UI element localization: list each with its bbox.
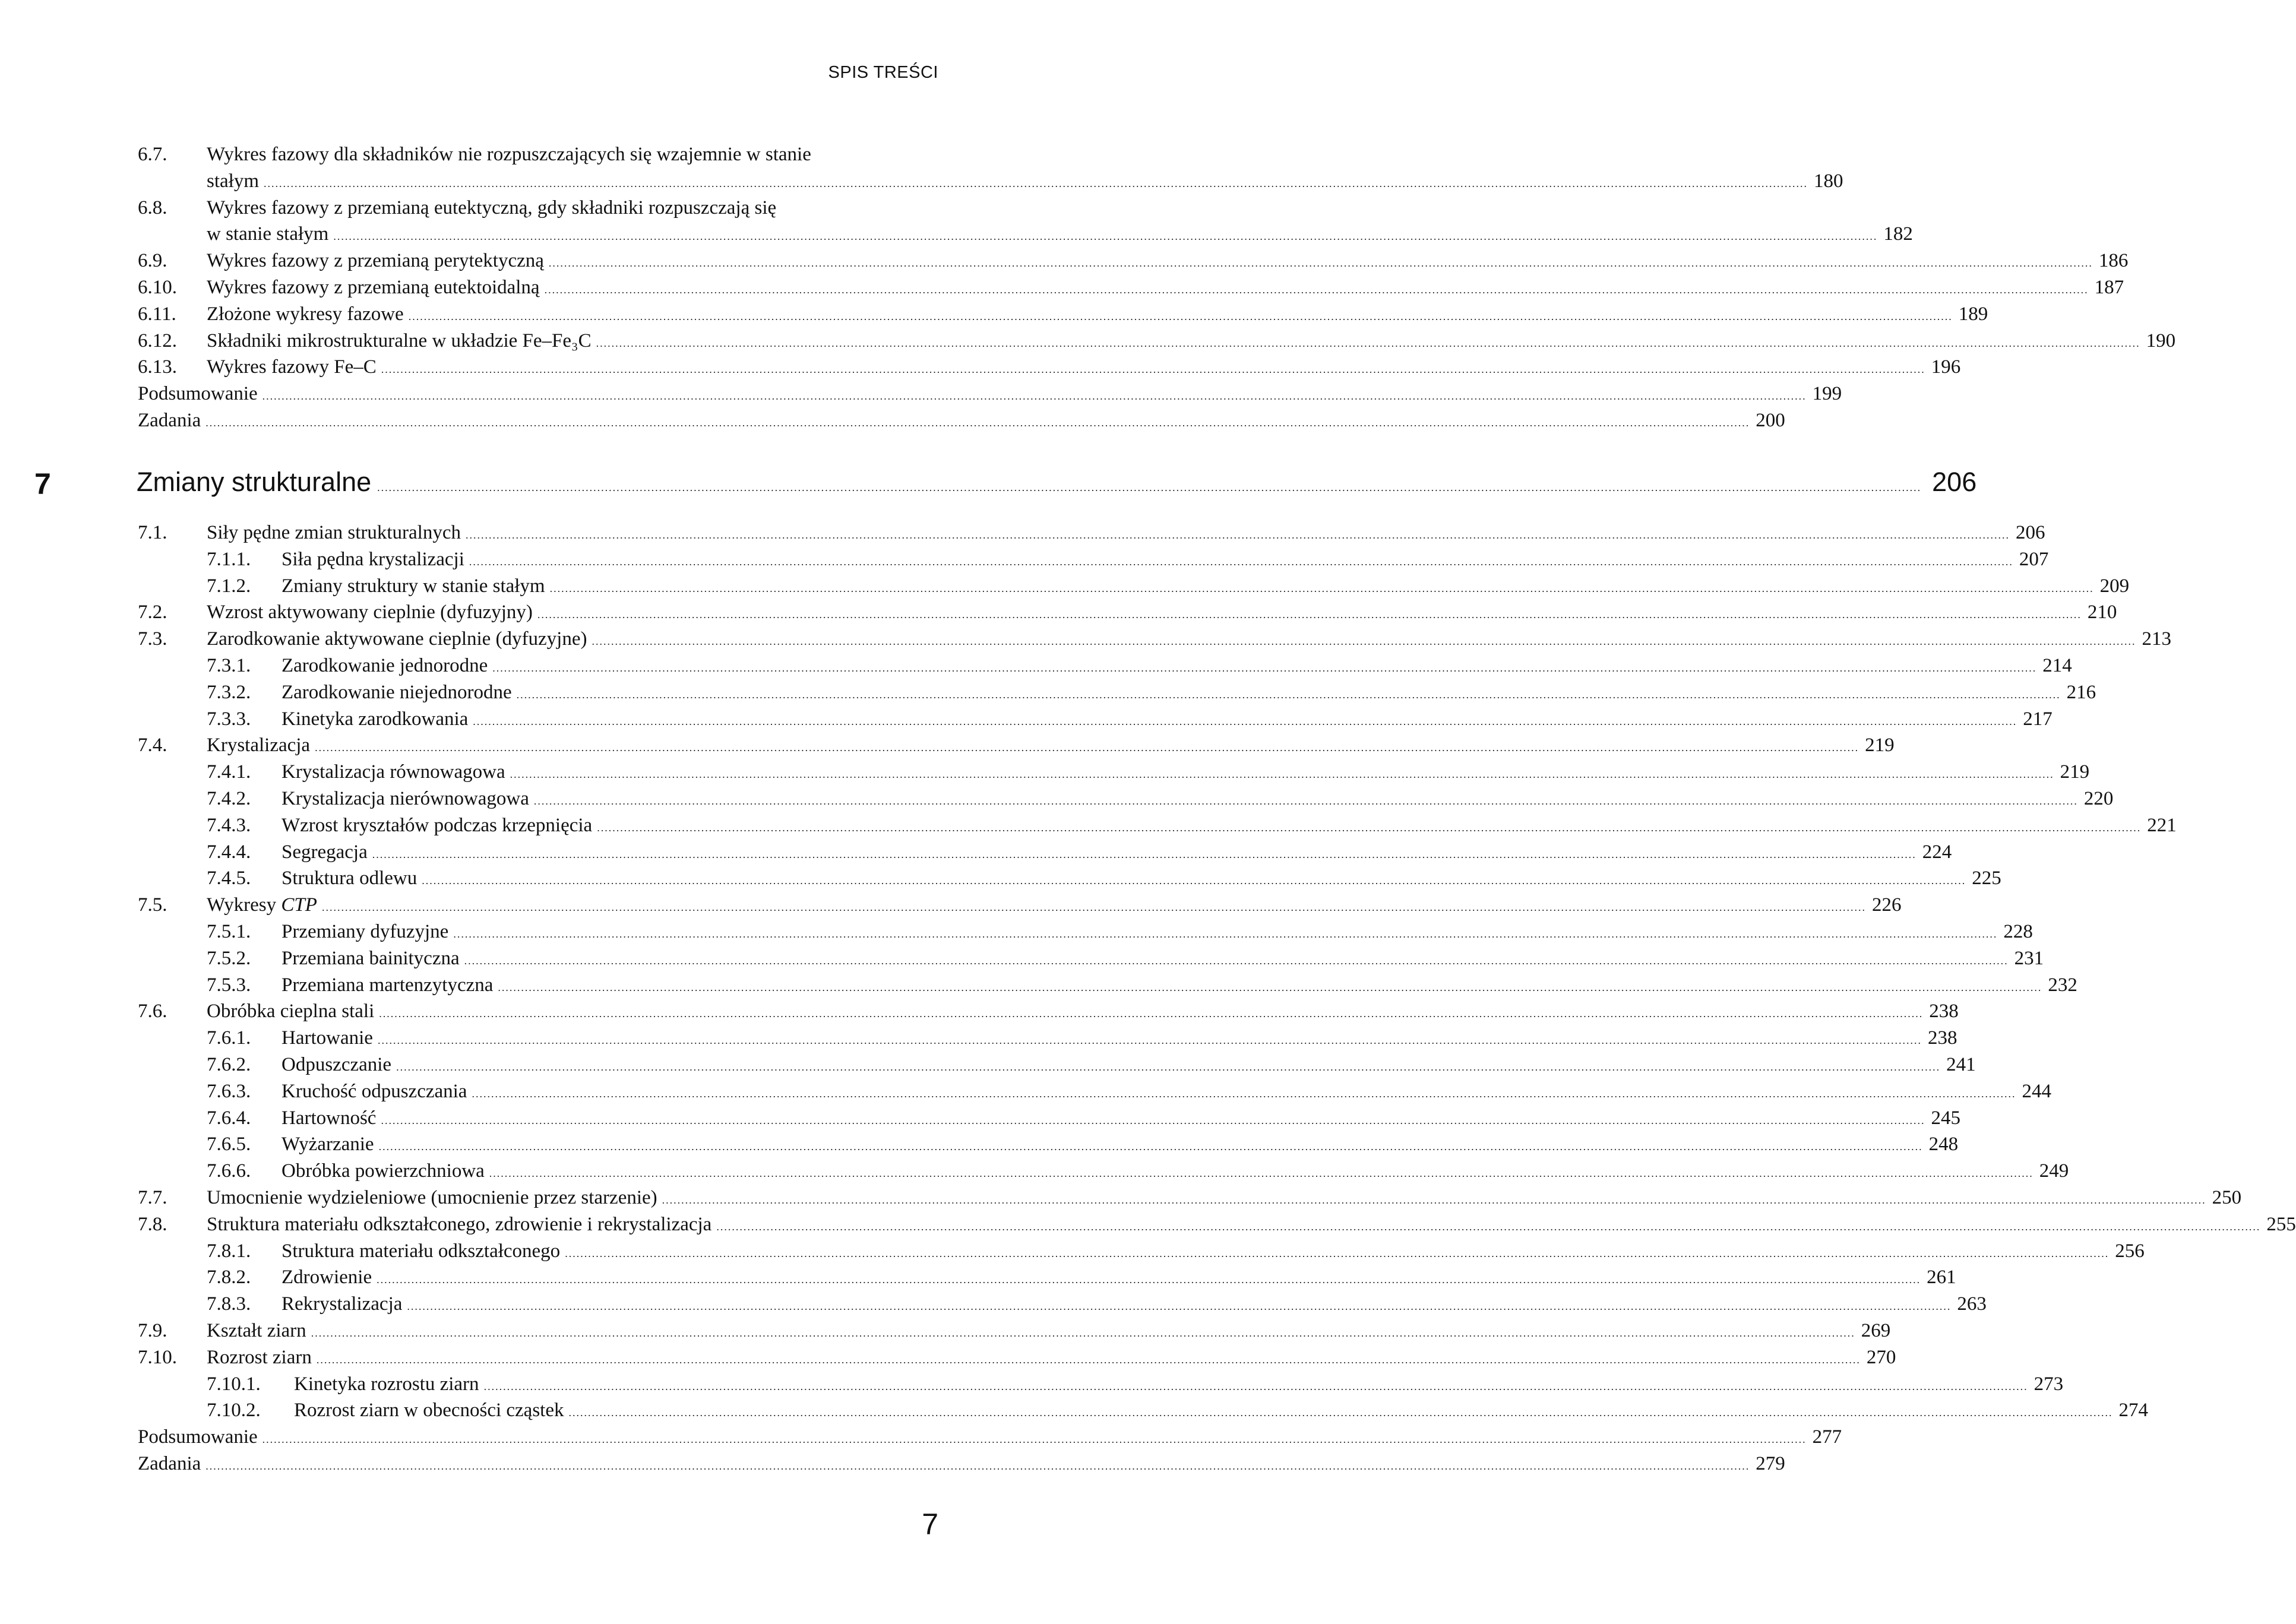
entry-title: Przemiana bainityczna [282,947,460,969]
entry-title: Wzrost aktywowany cieplnie (dyfuzyjny) [207,602,533,623]
entry-page: 250 [2212,1186,2242,1208]
entry-number: 7.4.4. [207,841,251,863]
entry-number: 7.6.1. [207,1027,251,1049]
entry-title: Obróbka powierzchniowa [282,1160,485,1182]
entry-title: Struktura materiału odkształconego, zdrowienie i rekrystalizacja [207,1213,712,1235]
entry-number: 7.4.5. [207,868,251,889]
entry-title: Siła pędna krystalizacji [282,548,464,570]
entry-number: 6.11. [138,303,176,325]
dot-leader: ................................................................................................................................................................................................................................................................................................................................................................................................................ [716,1220,2261,1233]
entry-page: 200 [1756,409,1785,431]
entry-title: Hartowanie [282,1027,373,1049]
entry-page: 189 [1958,303,1988,325]
entry-number: 7.4.2. [207,787,251,809]
toc-entry[interactable] [0,865,2001,892]
entry-page: 274 [2118,1400,2148,1422]
toc-entry[interactable] [0,1371,2064,1398]
entry-title: Zarodkowanie aktywowane cieplnie (dyfuzyjne) [207,628,587,650]
entry-page: 207 [2019,548,2049,570]
toc-entry[interactable] [0,301,1988,328]
entry-number: 7.5.1. [207,920,251,942]
toc-entry[interactable] [0,407,1785,434]
entry-page: 244 [2022,1080,2051,1102]
entry-number: 7.4.1. [207,761,251,783]
toc-entry[interactable] [0,1211,2296,1238]
entry-number: 6.13. [138,356,177,378]
entry-title: Kruchość odpuszczania [282,1080,467,1102]
toc-entry[interactable] [0,1131,1959,1158]
entry-page: 277 [1812,1426,1842,1448]
entry-title: Struktura odlewu [282,868,418,889]
dot-leader: ................................................................................................................................................................................................................................................................................................................................................................................................................ [565,1247,2110,1259]
entry-title: Kinetyka rozrostu ziarn [294,1373,479,1395]
toc-entry[interactable] [0,1105,1960,1132]
entry-title: Struktura materiału odkształconego [282,1240,561,1262]
entry-title: Umocnienie wydzieleniowe (umocnienie przez starzenie) [207,1186,657,1208]
entry-title: Zdrowienie [282,1267,372,1289]
toc-entry[interactable] [0,381,1842,407]
dot-leader: ................................................................................................................................................................................................................................................................................................................................................................................................................ [408,310,1953,322]
entry-title: Hartowność [282,1107,377,1129]
dot-leader: ................................................................................................................................................................................................................................................................................................................................................................................................................ [377,1274,1921,1286]
entry-title: stałym [207,170,259,192]
entry-page: 256 [2115,1240,2145,1262]
dot-leader: ................................................................................................................................................................................................................................................................................................................................................................................................................ [537,609,2082,621]
dot-leader: ................................................................................................................................................................................................................................................................................................................................................................................................................ [377,1034,1922,1047]
entry-page: 209 [2099,575,2130,597]
toc-entry[interactable] [0,248,2129,274]
dot-leader: ................................................................................................................................................................................................................................................................................................................................................................................................................ [422,875,1966,887]
toc-entry[interactable] [0,354,1961,381]
entry-title: Segregacja [282,841,368,863]
toc-entry[interactable] [0,546,2049,573]
entry-number: 7.1. [138,522,167,543]
toc-entry[interactable] [0,945,2044,972]
entry-page: 214 [2042,654,2072,676]
dot-leader: ................................................................................................................................................................................................................................................................................................................................................................................................................ [549,582,2094,594]
entry-number: 6.12. [138,330,177,352]
entry-title: Kinetyka zarodkowania [282,708,469,730]
entry-title: Krystalizacja [207,735,311,756]
toc-entry[interactable] [0,520,2045,546]
dot-leader: ................................................................................................................................................................................................................................................................................................................................................................................................................ [596,337,2140,349]
entry-number: 7.5.2. [207,947,251,969]
entry-number: 7.1.1. [207,548,251,570]
dot-leader: ................................................................................................................................................................................................................................................................................................................................................................................................................ [264,177,1808,189]
dot-leader: ................................................................................................................................................................................................................................................................................................................................................................................................................ [372,848,1917,860]
entry-number: 7.5. [138,894,167,916]
dot-leader: ................................................................................................................................................................................................................................................................................................................................................................................................................ [262,390,1807,403]
entry-number: 7.4.3. [207,814,251,836]
entry-title: Obróbka cieplna stali [207,1001,375,1022]
dot-leader: ................................................................................................................................................................................................................................................................................................................................................................................................................ [510,768,2054,781]
entry-page: 182 [1883,223,1913,245]
dot-leader: ................................................................................................................................................................................................................................................................................................................................................................................................................ [396,1060,1941,1073]
entry-number: 6.9. [138,250,167,272]
entry-number: 7.3.3. [207,708,251,730]
dot-leader: ................................................................................................................................................................................................................................................................................................................................................................................................................ [592,635,2136,648]
toc-entry[interactable] [0,573,2130,600]
toc-entry[interactable] [0,1451,1785,1477]
entry-number: 7.5.3. [207,974,251,996]
toc-entry[interactable] [0,1238,2145,1265]
entry-title: Przemiana martenzytyczna [282,974,494,996]
dot-leader: ................................................................................................................................................................................................................................................................................................................................................................................................................ [498,981,2042,993]
entry-number: 7.3. [138,628,167,650]
toc-entry[interactable] [0,1025,1957,1052]
entry-title: Podsumowanie [138,383,258,405]
toc-entry[interactable] [0,1344,1896,1371]
toc-entry[interactable] [0,839,1952,866]
entry-number: 7.2. [138,602,167,623]
entry-number: 7.6.2. [207,1053,251,1075]
entry-number: 7.8.1. [207,1240,251,1262]
dot-leader: ................................................................................................................................................................................................................................................................................................................................................................................................................ [597,821,2142,834]
entry-number: 7.3.2. [207,681,251,703]
entry-number: 7.9. [138,1319,167,1341]
toc-entry[interactable] [0,221,1913,248]
entry-title: Wykres fazowy z przemianą eutektoidalną [207,276,540,298]
entry-page: 216 [2066,681,2096,703]
toc-entry[interactable] [0,679,2096,706]
entry-page: 231 [2014,947,2044,969]
entry-title: Zadania [138,1452,201,1474]
entry-page: 217 [2023,708,2053,730]
dot-leader: ................................................................................................................................................................................................................................................................................................................................................................................................................ [469,555,2013,568]
entry-page: 228 [2003,920,2033,942]
dot-leader: ................................................................................................................................................................................................................................................................................................................................................................................................................ [483,1380,2028,1392]
toc-entry[interactable] [0,274,2124,301]
entry-title: Odpuszczanie [282,1053,392,1075]
dot-leader: ................................................................................................................................................................................................................................................................................................................................................................................................................ [378,1141,1923,1153]
dot-leader: ................................................................................................................................................................................................................................................................................................................................................................................................................ [533,794,2078,807]
entry-number: 7.10.1. [207,1373,261,1395]
toc-entry[interactable] [0,599,2117,626]
dot-leader: ................................................................................................................................................................................................................................................................................................................................................................................................................ [473,715,2017,727]
dot-leader: ................................................................................................................................................................................................................................................................................................................................................................................................................ [205,1460,1750,1472]
dot-leader: ................................................................................................................................................................................................................................................................................................................................................................................................................ [489,1167,2033,1180]
entry-title: Wyżarzanie [282,1134,374,1156]
entry-page: 238 [1927,1027,1957,1049]
entry-page: 220 [2083,787,2114,809]
entry-title: Rekrystalizacja [282,1293,403,1315]
entry-title: Podsumowanie [138,1426,258,1448]
entry-page: 224 [1922,841,1952,863]
entry-number: 7.6.5. [207,1134,251,1156]
toc-section-6-tail [0,141,2176,434]
entry-number: 7.6.4. [207,1107,251,1129]
entry-title: Kształt ziarn [207,1319,306,1341]
dot-leader: ................................................................................................................................................................................................................................................................................................................................................................................................................ [315,742,1859,754]
toc-entry[interactable] [0,1185,2242,1211]
entry-title: Krystalizacja równowagowa [282,761,505,783]
chapter-number: 7 [34,467,51,501]
entry-page: 226 [1871,894,1902,916]
entry-page: 210 [2087,602,2117,623]
entry-title: Siły pędne zmian strukturalnych [207,522,461,543]
entry-number: 7.3.1. [207,654,251,676]
entry-number: 7.10.2. [207,1400,261,1422]
entry-number: 7.8.2. [207,1267,251,1289]
dot-leader: ................................................................................................................................................................................................................................................................................................................................................................................................................ [321,901,1866,914]
dot-leader: ................................................................................................................................................................................................................................................................................................................................................................................................................ [205,416,1750,429]
toc-entry[interactable] [0,1397,2148,1424]
entry-page: 270 [1866,1346,1896,1368]
entry-page: 196 [1931,356,1961,378]
entry-title: Wykresy CTP [207,894,317,916]
entry-page: 186 [2098,250,2129,272]
entry-title: Składniki mikrostrukturalne w układzie Fe–Fe₃C [207,330,592,352]
entry-page: 199 [1812,383,1842,405]
toc-entry[interactable] [0,812,2177,839]
entry-title: Wykres fazowy Fe–C [207,356,377,378]
entry-page: 190 [2146,330,2176,352]
entry-title: Zmiany struktury w stanie stałym [282,575,545,597]
chapter-title: Zmiany strukturalne [137,467,372,497]
entry-number: 7.6.3. [207,1080,251,1102]
toc-entry[interactable] [0,732,1895,759]
dot-leader: ................................................................................................................................................................................................................................................................................................................................................................................................................ [381,1114,1925,1126]
dot-leader: ................................................................................................................................................................................................................................................................................................................................................................................................................ [379,1008,1924,1020]
entry-page: 263 [1957,1293,1987,1315]
entry-page: 269 [1861,1319,1891,1341]
entry-page: 248 [1928,1134,1959,1156]
toc-entry[interactable] [0,328,2176,354]
entry-page: 219 [1865,735,1895,756]
toc-entry[interactable] [0,972,2077,999]
toc-section-7 [0,520,2296,1477]
toc-entry[interactable] [0,141,1008,168]
entry-page: 221 [2147,814,2177,836]
entry-page: 261 [1927,1267,1956,1289]
dot-leader: ................................................................................................................................................................................................................................................................................................................................................................................................................ [464,954,2009,967]
toc-entry[interactable] [0,1318,1891,1344]
entry-number: 7.8. [138,1213,167,1235]
entry-title: Zarodkowanie jednorodne [282,654,488,676]
entry-number: 7.6. [138,1001,167,1022]
dot-leader: ................................................................................................................................................................................................................................................................................................................................................................................................................ [333,230,1878,243]
dot-leader: ................................................................................................................................................................................................................................................................................................................................................................................................................ [544,283,2089,296]
dot-leader: ................................................................................................................................................................................................................................................................................................................................................................................................................ [381,363,1925,376]
entry-title: Rozrost ziarn [207,1346,312,1368]
running-header: SPIS TREŚCI [828,63,938,82]
page-number: 7 [922,1508,938,1541]
dot-leader: ................................................................................................................................................................................................................................................................................................................................................................................................................ [492,661,2037,674]
entry-title: Zadania [138,409,201,431]
dot-leader: ................................................................................................................................................................................................................................................................................................................................................................................................................ [568,1407,2113,1419]
toc-entry[interactable] [0,786,2114,812]
entry-page: 273 [2033,1373,2064,1395]
entry-title: w stanie stałym [207,223,329,245]
toc-entry[interactable] [0,998,1959,1025]
toc-entry[interactable] [0,1264,1956,1291]
entry-title: Krystalizacja nierównowagowa [282,787,529,809]
entry-page: 255 [2266,1213,2296,1235]
entry-number: 6.10. [138,276,177,298]
dot-leader: ................................................................................................................................................................................................................................................................................................................................................................................................................ [516,688,2061,701]
toc-entry[interactable] [0,1078,2051,1105]
entry-page: 245 [1931,1107,1960,1129]
toc-entry[interactable] [0,1291,1987,1318]
entry-title: Wykres fazowy dla składników nie rozpuszczających się wzajemnie w stanie [207,144,811,165]
toc-entry[interactable] [0,1424,1842,1451]
dot-leader: ................................................................................................................................................................................................................................................................................................................................................................................................................ [466,529,2010,541]
entry-title: Wykres fazowy z przemianą eutektyczną, gdy składniki rozpuszczają się [207,197,777,219]
entry-title: Rozrost ziarn w obecności cząstek [294,1400,564,1422]
toc-entry[interactable] [0,892,1902,919]
entry-page: 279 [1756,1452,1785,1474]
toc-entry[interactable] [0,1052,1976,1078]
entry-number: 7.4. [138,735,167,756]
toc-entry[interactable] [0,919,2033,945]
entry-number: 7.1.2. [207,575,251,597]
entry-number: 7.8.3. [207,1293,251,1315]
entry-page: 213 [2142,628,2171,650]
dot-leader: ................................................................................................................................................................................................................................................................................................................................................................................................................ [316,1353,1861,1366]
entry-number: 7.7. [138,1186,167,1208]
toc-entry[interactable] [0,1158,2069,1185]
entry-page: 232 [2048,974,2077,996]
dot-leader: ................................................................................................................................................................................................................................................................................................................................................................................................................ [311,1327,1855,1339]
dot-leader: ................................................................................................................................................................................................................................................................................................................................................................................................................ [262,1433,1807,1446]
toc-entry[interactable] [0,759,2090,786]
dot-leader: ................................................................................................................................................................................................................................................................................................................................................................................................................ [377,482,1922,493]
dot-leader: ................................................................................................................................................................................................................................................................................................................................................................................................................ [407,1300,1952,1313]
entry-page: 225 [1972,868,2001,889]
entry-page: 206 [2016,522,2045,543]
toc-chapter-entry[interactable] [137,467,1977,498]
entry-title: Zarodkowanie niejednorodne [282,681,512,703]
toc-entry[interactable] [0,168,1843,195]
entry-page: 219 [2060,761,2090,783]
entry-page: 187 [2094,276,2124,298]
dot-leader: ................................................................................................................................................................................................................................................................................................................................................................................................................ [453,927,1998,940]
entry-title: Wzrost kryształów podczas krzepnięcia [282,814,593,836]
entry-number: 6.8. [138,197,167,219]
entry-title: Przemiany dyfuzyjne [282,920,449,942]
entry-number: 7.6.6. [207,1160,251,1182]
toc-entry[interactable] [0,706,2053,733]
entry-number: 6.7. [138,144,167,165]
entry-page: 241 [1946,1053,1976,1075]
entry-title: Złożone wykresy fazowe [207,303,404,325]
entry-title: Wykres fazowy z przemianą perytektyczną [207,250,544,272]
toc-entry[interactable] [0,195,1008,221]
toc-entry[interactable] [0,626,2171,653]
entry-page: 249 [2039,1160,2069,1182]
dot-leader: ................................................................................................................................................................................................................................................................................................................................................................................................................ [662,1194,2206,1206]
entry-page: 180 [1814,170,1843,192]
dot-leader: ................................................................................................................................................................................................................................................................................................................................................................................................................ [548,257,2093,270]
entry-number: 7.10. [138,1346,177,1368]
dot-leader: ................................................................................................................................................................................................................................................................................................................................................................................................................ [472,1087,2016,1100]
toc-entry[interactable] [0,653,2072,679]
chapter-page: 206 [1932,467,1977,497]
entry-page: 238 [1929,1001,1959,1022]
